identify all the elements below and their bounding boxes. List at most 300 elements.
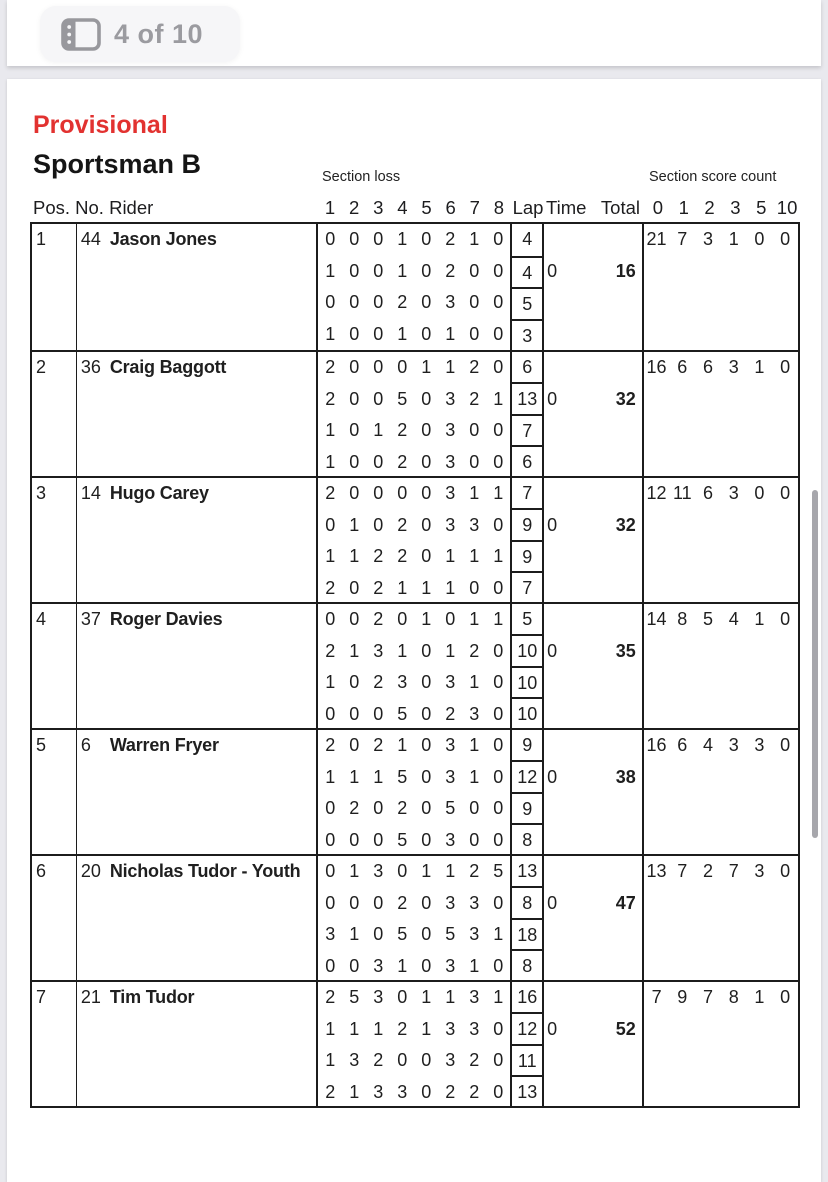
score-counts	[644, 224, 798, 256]
section-score: 0	[349, 292, 360, 312]
time-total-cell	[544, 604, 644, 728]
section-score: 2	[373, 546, 384, 566]
lap-total: 5	[522, 609, 533, 629]
section-score: 1	[349, 1018, 360, 1039]
section-score: 1	[493, 987, 504, 1007]
section-score: 1	[493, 924, 504, 944]
section-score: 2	[373, 1050, 384, 1070]
time-value: 0	[547, 388, 558, 409]
section-score: 2	[349, 798, 360, 818]
section-score: 0	[493, 1081, 504, 1102]
header-bucket-number: 2	[704, 197, 715, 218]
section-score: 2	[445, 260, 456, 281]
lap-column	[510, 352, 544, 476]
section-score: 0	[397, 357, 408, 377]
section-score: 1	[469, 546, 480, 566]
header-time-total	[545, 197, 645, 219]
lap-total: 8	[512, 823, 542, 855]
section-score: 1	[397, 955, 408, 976]
section-score: 0	[325, 609, 336, 629]
section-score: 2	[397, 451, 408, 472]
lap-total: 7	[522, 483, 533, 503]
score-count: 3	[728, 357, 739, 377]
rider-name: Craig Baggott	[109, 357, 227, 377]
lap-column	[510, 478, 544, 602]
section-score: 1	[445, 987, 456, 1007]
score-counts	[644, 604, 798, 636]
total-value: 38	[615, 766, 636, 787]
score-count: 21	[646, 229, 667, 249]
section-score: 3	[445, 483, 456, 503]
section-score: 3	[445, 451, 456, 472]
section-score: 0	[469, 420, 480, 440]
section-score: 2	[325, 577, 336, 598]
score-count: 0	[780, 483, 791, 503]
section-score: 0	[421, 640, 432, 661]
section-score: 0	[325, 229, 336, 249]
rider-no: 37	[80, 609, 101, 629]
section-score: 0	[493, 357, 504, 377]
section-score: 0	[421, 735, 432, 755]
section-score: 2	[469, 357, 480, 377]
section-scores	[318, 224, 510, 350]
rider-no: 36	[80, 357, 101, 377]
time-total-cell	[544, 982, 644, 1106]
section-score: 1	[421, 1018, 432, 1039]
section-score: 0	[493, 260, 504, 281]
section-score: 0	[493, 672, 504, 692]
score-count: 6	[702, 357, 713, 377]
section-score: 0	[373, 292, 384, 312]
section-score: 1	[493, 483, 504, 503]
section-score: 2	[397, 892, 408, 913]
section-score: 2	[325, 483, 336, 503]
lap-column	[510, 224, 544, 350]
score-count: 12	[646, 483, 667, 503]
time-value: 0	[547, 1018, 558, 1039]
section-score: 3	[469, 514, 480, 535]
section-score: 1	[397, 640, 408, 661]
section-score: 1	[445, 640, 456, 661]
section-score: 1	[349, 546, 360, 566]
section-score: 0	[421, 672, 432, 692]
score-count: 3	[728, 483, 739, 503]
section-score: 0	[493, 420, 504, 440]
section-score: 0	[397, 861, 408, 881]
section-score: 0	[493, 323, 504, 344]
section-score: 1	[469, 483, 480, 503]
section-score: 1	[325, 1018, 336, 1039]
rider-row	[32, 854, 798, 980]
time-value: 0	[547, 514, 558, 535]
rider-no: 6	[80, 735, 91, 755]
lap-total: 6	[512, 445, 542, 477]
section-score: 0	[469, 323, 480, 344]
results-table	[30, 222, 800, 1108]
rider-cell	[77, 604, 318, 728]
section-score: 0	[373, 829, 384, 850]
section-score: 0	[421, 703, 432, 724]
section-score: 3	[445, 766, 456, 787]
section-score: 0	[421, 229, 432, 249]
time-value: 0	[547, 260, 558, 281]
section-score: 0	[325, 514, 336, 535]
score-count: 4	[702, 735, 713, 755]
time-value: 0	[547, 766, 558, 787]
section-score: 0	[373, 798, 384, 818]
section-score: 5	[397, 924, 408, 944]
section-score: 3	[445, 829, 456, 850]
section-scores	[318, 982, 510, 1106]
section-score: 0	[421, 388, 432, 409]
page-indicator-label: 4 of 10	[114, 18, 204, 49]
score-count: 0	[780, 735, 791, 755]
section-scores	[318, 478, 510, 602]
section-score: 0	[421, 924, 432, 944]
section-score: 0	[349, 451, 360, 472]
section-score: 2	[373, 577, 384, 598]
score-counts	[644, 352, 798, 384]
header-sections	[318, 197, 511, 219]
section-score: 1	[493, 546, 504, 566]
class-title: Sportsman B	[33, 149, 202, 179]
section-score: 0	[445, 609, 456, 629]
section-score: 1	[349, 640, 360, 661]
section-score: 5	[493, 861, 504, 881]
section-score: 0	[373, 892, 384, 913]
section-score: 0	[349, 892, 360, 913]
section-score: 0	[493, 229, 504, 249]
total-value: 32	[615, 514, 636, 535]
section-score: 0	[493, 640, 504, 661]
score-count: 4	[728, 609, 739, 629]
section-score: 1	[469, 672, 480, 692]
section-score: 0	[325, 703, 336, 724]
section-score: 1	[397, 260, 408, 281]
header-section-number: 1	[324, 197, 336, 218]
total-value: 32	[615, 388, 636, 409]
section-score: 0	[493, 451, 504, 472]
section-score: 0	[493, 892, 504, 913]
header-section-number: 7	[469, 197, 480, 218]
section-score: 0	[397, 609, 408, 629]
section-score: 3	[469, 1018, 480, 1039]
section-score: 2	[397, 798, 408, 818]
section-score: 0	[493, 577, 504, 598]
rider-name: Jason Jones	[109, 229, 217, 249]
lap-total: 10	[512, 697, 542, 729]
rider-name: Tim Tudor	[109, 987, 195, 1007]
section-score: 1	[421, 987, 432, 1007]
section-score: 1	[373, 766, 384, 787]
section-score: 0	[325, 798, 336, 818]
section-score: 2	[445, 229, 456, 249]
section-score: 1	[325, 451, 336, 472]
section-score: 0	[349, 672, 360, 692]
score-count: 0	[780, 229, 791, 249]
score-count: 2	[702, 861, 713, 881]
section-score: 0	[349, 735, 360, 755]
section-score: 2	[469, 640, 480, 661]
total-value: 35	[615, 640, 636, 661]
section-score: 3	[373, 955, 384, 976]
lap-total: 7	[512, 571, 542, 603]
section-score: 0	[493, 955, 504, 976]
header-bucket-number: 1	[678, 197, 689, 218]
lap-column	[510, 730, 544, 854]
section-score: 3	[445, 292, 456, 312]
section-score: 0	[493, 1018, 504, 1039]
header-section-number: 4	[397, 197, 408, 218]
score-count: 0	[780, 987, 791, 1007]
section-score: 0	[469, 451, 480, 472]
score-count: 0	[754, 483, 765, 503]
section-score: 0	[493, 703, 504, 724]
rider-cell	[77, 982, 318, 1106]
section-score: 0	[493, 829, 504, 850]
section-score: 1	[349, 1081, 360, 1102]
section-score: 1	[349, 766, 360, 787]
section-score: 5	[397, 703, 408, 724]
section-score: 2	[325, 1081, 336, 1102]
section-score: 3	[397, 1081, 408, 1102]
rider-no: 21	[80, 987, 101, 1007]
section-score: 1	[445, 323, 456, 344]
section-score: 0	[349, 357, 360, 377]
score-count: 7	[702, 987, 713, 1007]
rider-name: Hugo Carey	[109, 483, 209, 503]
score-counts	[644, 856, 798, 888]
score-count: 7	[651, 987, 662, 1007]
section-score-count-label: Section score count	[649, 169, 777, 185]
lap-total: 13	[512, 1075, 542, 1107]
lap-total: 12	[512, 1012, 542, 1044]
lap-total: 11	[512, 1044, 542, 1076]
header-section-number: 2	[349, 197, 360, 218]
section-score: 1	[445, 861, 456, 881]
section-score: 3	[373, 640, 384, 661]
section-score: 0	[421, 514, 432, 535]
section-score: 0	[421, 260, 432, 281]
header-bucket-number: 3	[730, 197, 741, 218]
section-score: 0	[493, 1050, 504, 1070]
rider-cell	[77, 856, 318, 980]
total-value: 47	[615, 892, 636, 913]
section-score: 2	[397, 514, 408, 535]
section-score: 1	[349, 924, 360, 944]
score-count: 0	[780, 609, 791, 629]
section-score: 0	[325, 829, 336, 850]
section-score: 2	[373, 672, 384, 692]
section-score: 2	[397, 1018, 408, 1039]
section-score: 2	[445, 703, 456, 724]
score-count: 1	[754, 609, 765, 629]
lap-total: 13	[517, 861, 538, 881]
total-value: 52	[615, 1018, 636, 1039]
section-score: 1	[421, 609, 432, 629]
section-score: 3	[469, 924, 480, 944]
rider-row	[32, 728, 798, 854]
score-count: 1	[728, 229, 739, 249]
section-score: 0	[469, 260, 480, 281]
score-count: 7	[677, 229, 688, 249]
rider-name: Nicholas Tudor - Youth	[109, 861, 301, 881]
section-score: 1	[325, 260, 336, 281]
section-score: 1	[325, 1050, 336, 1070]
section-score: 3	[349, 1050, 360, 1070]
score-count: 0	[780, 357, 791, 377]
section-score: 0	[349, 323, 360, 344]
rider-no: 44	[80, 229, 101, 249]
score-count: 9	[677, 987, 688, 1007]
section-score: 5	[397, 829, 408, 850]
section-score: 0	[493, 292, 504, 312]
section-score: 0	[373, 451, 384, 472]
section-score: 0	[421, 955, 432, 976]
time-total-cell	[544, 352, 644, 476]
rider-row	[32, 980, 798, 1106]
lap-total: 13	[512, 382, 542, 414]
section-score: 0	[493, 514, 504, 535]
section-score: 1	[469, 955, 480, 976]
rider-pos: 7	[32, 982, 77, 1106]
rider-cell	[77, 352, 318, 476]
section-score: 0	[493, 798, 504, 818]
section-score: 0	[493, 735, 504, 755]
section-score: 1	[469, 735, 480, 755]
section-score: 0	[373, 483, 384, 503]
score-count: 6	[677, 357, 688, 377]
scrollbar-thumb[interactable]	[812, 490, 818, 838]
section-score: 1	[445, 546, 456, 566]
score-count: 7	[677, 861, 688, 881]
section-score: 0	[421, 1081, 432, 1102]
rider-row	[32, 350, 798, 476]
total-value: 16	[615, 260, 636, 281]
rider-row	[32, 476, 798, 602]
lap-total: 9	[512, 508, 542, 540]
section-score: 1	[445, 357, 456, 377]
section-score: 1	[397, 735, 408, 755]
rider-pos: 3	[32, 478, 77, 602]
section-scores	[318, 730, 510, 854]
score-counts	[644, 478, 798, 510]
header-time: Time	[546, 197, 587, 218]
lap-total: 12	[512, 760, 542, 792]
section-score: 1	[397, 229, 408, 249]
section-score: 0	[421, 798, 432, 818]
section-score: 0	[421, 1050, 432, 1070]
section-score: 0	[349, 388, 360, 409]
score-count: 3	[702, 229, 713, 249]
section-score: 2	[325, 640, 336, 661]
rider-cell	[77, 730, 318, 854]
section-score: 3	[469, 987, 480, 1007]
section-score: 1	[325, 323, 336, 344]
lap-total: 6	[522, 357, 533, 377]
section-score: 1	[469, 766, 480, 787]
section-score: 3	[445, 1018, 456, 1039]
score-count: 6	[702, 483, 713, 503]
section-score: 2	[445, 1081, 456, 1102]
section-score: 0	[349, 955, 360, 976]
section-score: 0	[349, 703, 360, 724]
section-score: 1	[349, 861, 360, 881]
section-score: 0	[325, 292, 336, 312]
lap-total: 7	[512, 414, 542, 446]
section-score: 1	[325, 672, 336, 692]
section-scores	[318, 352, 510, 476]
document-status: Provisional	[33, 111, 168, 139]
rider-cell	[77, 224, 318, 350]
section-score: 2	[469, 1081, 480, 1102]
score-counts	[644, 982, 798, 1014]
section-scores	[318, 856, 510, 980]
section-score: 3	[445, 420, 456, 440]
rider-row	[32, 602, 798, 728]
section-score: 0	[421, 546, 432, 566]
score-count: 0	[780, 861, 791, 881]
section-score: 0	[349, 829, 360, 850]
section-score: 3	[445, 735, 456, 755]
header-section-number: 3	[373, 197, 384, 218]
section-score: 3	[469, 703, 480, 724]
score-count: 0	[754, 229, 765, 249]
lap-column	[510, 982, 544, 1106]
section-score: 1	[325, 546, 336, 566]
section-score: 0	[421, 892, 432, 913]
section-score: 3	[325, 924, 336, 944]
section-score: 0	[373, 514, 384, 535]
section-score: 1	[325, 420, 336, 440]
score-count: 1	[754, 987, 765, 1007]
section-score: 0	[373, 924, 384, 944]
rider-name: Roger Davies	[109, 609, 223, 629]
section-score: 3	[445, 892, 456, 913]
section-score: 2	[469, 861, 480, 881]
section-score: 5	[445, 798, 456, 818]
lap-column	[510, 856, 544, 980]
time-total-cell	[544, 478, 644, 602]
section-score: 1	[421, 861, 432, 881]
section-score: 0	[373, 703, 384, 724]
section-score: 5	[445, 924, 456, 944]
section-score: 0	[397, 483, 408, 503]
score-count: 3	[728, 735, 739, 755]
lap-total: 5	[512, 287, 542, 319]
rider-pos: 5	[32, 730, 77, 854]
section-score: 3	[445, 514, 456, 535]
section-score: 2	[469, 388, 480, 409]
rider-name: Warren Fryer	[109, 735, 219, 755]
lap-total: 18	[512, 918, 542, 950]
section-score: 1	[493, 609, 504, 629]
section-score: 0	[421, 829, 432, 850]
rider-pos: 6	[32, 856, 77, 980]
section-score: 2	[325, 357, 336, 377]
time-value: 0	[547, 892, 558, 913]
section-score: 1	[469, 609, 480, 629]
section-score: 0	[397, 1050, 408, 1070]
section-score: 3	[373, 861, 384, 881]
score-count: 11	[672, 483, 692, 503]
lap-total: 10	[512, 666, 542, 698]
rider-row	[32, 224, 798, 350]
page-indicator-pill[interactable]	[40, 6, 240, 62]
section-score: 0	[373, 388, 384, 409]
section-score: 1	[397, 577, 408, 598]
section-score: 1	[421, 357, 432, 377]
